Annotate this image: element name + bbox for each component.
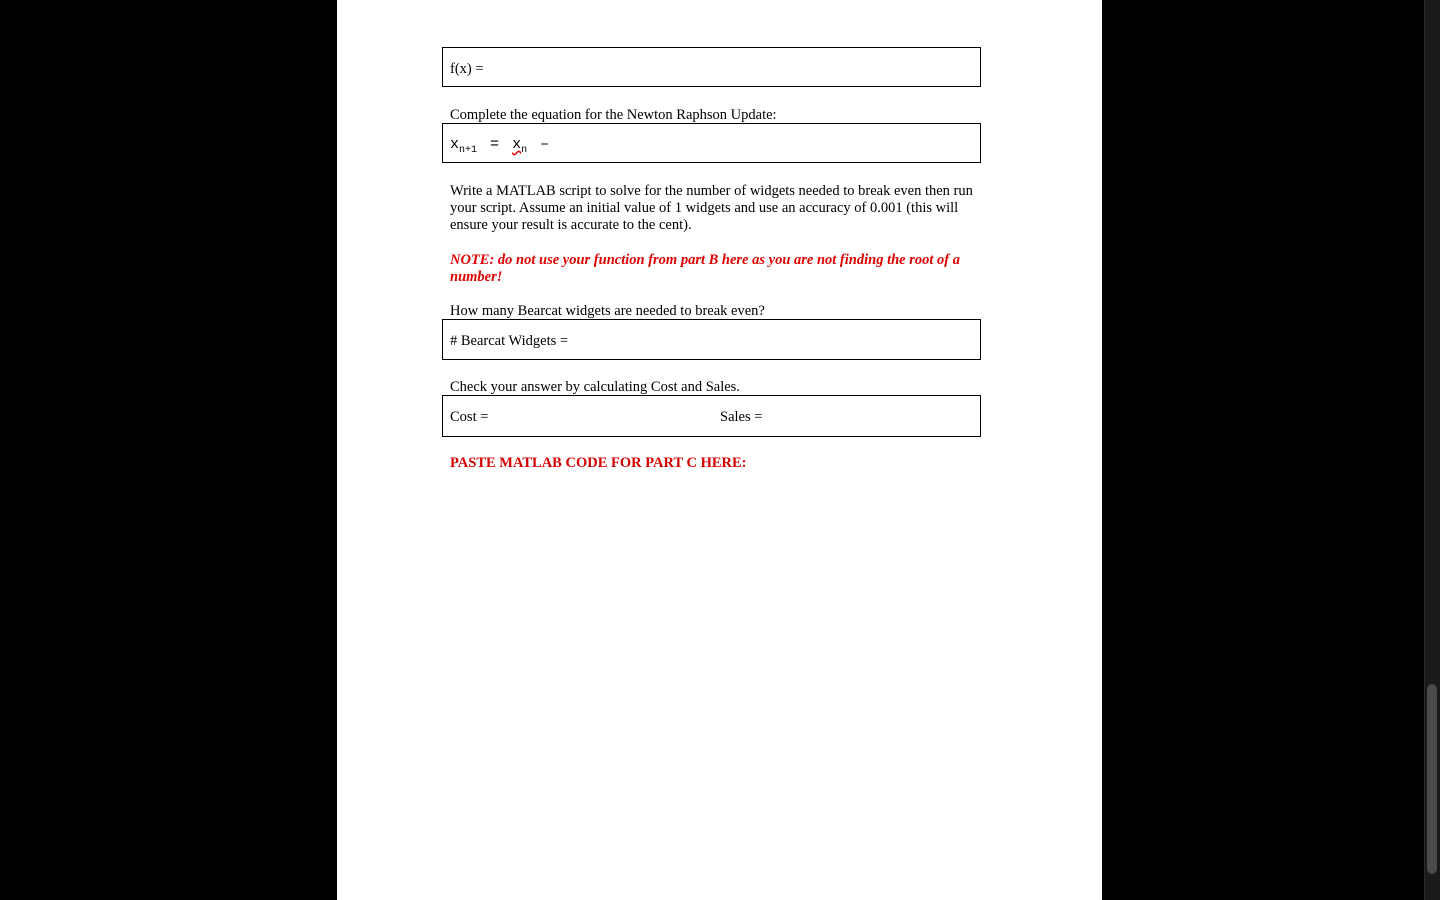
equation-equals: = (490, 136, 500, 153)
scrollbar-thumb[interactable] (1427, 684, 1437, 874)
equation-minus: – (540, 136, 550, 153)
widgets-answer-box[interactable] (442, 319, 981, 360)
script-instructions: Write a MATLAB script to solve for the number of widgets needed to break even then run your script. Assume an initial value of 1 widgets and use an accuracy of 0.001 (this will ensure your result is accurate to the cent). (450, 183, 973, 233)
cost-sales-box[interactable] (442, 395, 981, 437)
equation-rhs-sub: n (521, 145, 528, 156)
equation-rhs-base: x (512, 136, 522, 153)
sales-label: Sales = (720, 409, 763, 425)
check-prompt: Check your answer by calculating Cost and Sales. (450, 379, 740, 395)
breakeven-question: How many Bearcat widgets are needed to break even? (450, 303, 765, 319)
equation-rhs (512, 136, 528, 156)
paste-code-heading: PASTE MATLAB CODE FOR PART C HERE: (450, 455, 747, 471)
widgets-label: # Bearcat Widgets = (450, 333, 569, 349)
newton-equation (450, 136, 549, 159)
newton-prompt: Complete the equation for the Newton Raphson Update: (450, 107, 777, 123)
document-page[interactable] (337, 0, 1102, 900)
equation-lhs-base: x (450, 136, 460, 153)
cost-label: Cost = (450, 409, 489, 425)
note-text: NOTE: do not use your function from part B here as you are not finding the root of a number! (450, 252, 960, 285)
fx-answer-box[interactable] (442, 47, 981, 87)
equation-lhs-sub: n+1 (459, 145, 478, 156)
newton-equation-box[interactable] (442, 123, 981, 163)
fx-label: f(x) = (450, 61, 484, 77)
